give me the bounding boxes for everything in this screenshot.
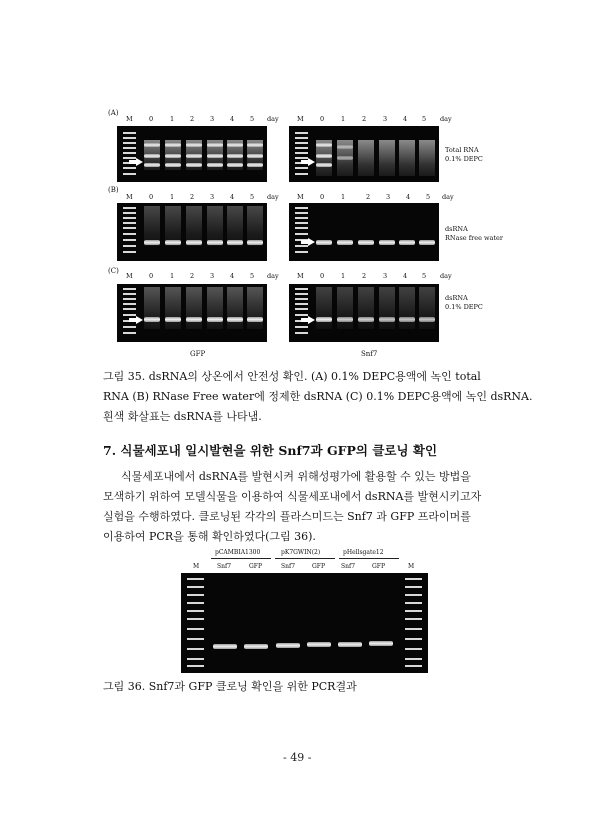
lane-label-snf7: Snf7 [341, 563, 356, 570]
gel-pcr [181, 573, 428, 673]
lane-label-0: 0 [149, 115, 154, 123]
paragraph-line: 식물세포내에서 dsRNA를 발현시켜 위해성평가에 활용할 수 있는 방법을 [121, 470, 471, 483]
ladder [295, 207, 308, 257]
white-arrow-icon [301, 316, 315, 324]
lane-label-5: 5 [250, 272, 255, 280]
page-number: - 49 - [283, 751, 312, 764]
paragraph-line: 이용하여 PCR을 통해 확인하였다(그림 36). [103, 530, 316, 543]
lane-label-1: 1 [170, 272, 175, 280]
lane-label-0: 0 [320, 272, 325, 280]
lane-label-snf7: Snf7 [281, 563, 296, 570]
lane-label-day: day [442, 193, 454, 201]
ladder [187, 578, 204, 668]
lane-label-3: 3 [386, 193, 391, 201]
gel-b-gfp [117, 203, 267, 261]
lane-label-m: M [126, 115, 133, 123]
panel-b-label: (B) [108, 186, 119, 194]
vector-underline [211, 558, 271, 559]
side-label-line: dsRNA [445, 225, 468, 233]
lane-label-m: M [193, 563, 200, 570]
panel-c-label: (C) [108, 267, 119, 275]
figure-36-caption: 그림 36. Snf7과 GFP 클로닝 확인을 위한 PCR결과 [103, 680, 357, 693]
lane-label-4: 4 [230, 193, 235, 201]
lane-label-3: 3 [210, 272, 215, 280]
lane-label-3: 3 [210, 193, 215, 201]
lane-label-day: day [440, 115, 452, 123]
ladder [123, 207, 136, 257]
lane-label-4: 4 [403, 272, 408, 280]
vector-underline [275, 558, 335, 559]
white-arrow-icon [301, 158, 315, 166]
caption-line: 흰색 화살표는 dsRNA를 나타냄. [103, 410, 262, 423]
lane-label-day: day [267, 115, 279, 123]
gel-c-gfp [117, 284, 267, 342]
panel-a-side-label [445, 146, 483, 164]
lane-label-gfp: GFP [312, 563, 325, 570]
lane-label-5: 5 [250, 193, 255, 201]
gel-b-snf7 [289, 203, 439, 261]
lane-label-day: day [267, 272, 279, 280]
lane-label-5: 5 [422, 272, 427, 280]
panel-b-side-label [445, 225, 503, 243]
lane-label-day: day [440, 272, 452, 280]
lane-label-m: M [297, 272, 304, 280]
lane-label-gfp: GFP [249, 563, 262, 570]
lane-label-0: 0 [149, 193, 154, 201]
lane-label-2: 2 [362, 272, 367, 280]
lane-label-1: 1 [341, 115, 346, 123]
ladder [295, 132, 308, 178]
lane-label-5: 5 [426, 193, 431, 201]
lane-label-0: 0 [149, 272, 154, 280]
lane-label-2: 2 [362, 115, 367, 123]
gfp-column-label: GFP [190, 350, 206, 358]
vector-label-pk7gwin: pK7GWIN(2) [281, 549, 321, 556]
side-label-line: RNase free water [445, 234, 503, 242]
lane-label-4: 4 [230, 115, 235, 123]
lane-label-1: 1 [170, 193, 175, 201]
paragraph-line: 모색하기 위하여 모델식물을 이용하여 식물세포내에서 dsRNA를 발현시키고자 [103, 490, 482, 503]
gel-a-gfp [117, 126, 267, 182]
caption-line: RNA (B) RNase Free water에 정제한 dsRNA (C) 0.1% DEPC용액에 녹인 dsRNA. [103, 390, 533, 403]
vector-label-pcambia1300: pCAMBIA1300 [215, 549, 261, 556]
lane-label-0: 0 [320, 193, 325, 201]
panel-a-label: (A) [108, 109, 119, 117]
side-label-line: 0.1% DEPC [445, 155, 483, 163]
lane-label-m: M [297, 115, 304, 123]
lane-label-m: M [126, 193, 133, 201]
vector-label-phellsgate12: pHellsgate12 [343, 549, 384, 556]
section-title: 7. 식물세포내 일시발현을 위한 Snf7과 GFP의 클로닝 확인 [103, 443, 438, 458]
lane-label-4: 4 [403, 115, 408, 123]
lane-label-4: 4 [230, 272, 235, 280]
side-label-line: 0.1% DEPC [445, 303, 483, 311]
ladder [295, 288, 308, 338]
lane-label-2: 2 [190, 193, 195, 201]
lane-label-2: 2 [190, 115, 195, 123]
ladder [123, 132, 136, 178]
lane-label-4: 4 [406, 193, 411, 201]
white-arrow-icon [129, 316, 143, 324]
paragraph-line: 실험을 수행하였다. 클로닝된 각각의 플라스미드는 Snf7 과 GFP 프라이머를 [103, 510, 471, 523]
lane-label-3: 3 [383, 272, 388, 280]
lane-label-m: M [297, 193, 304, 201]
lane-label-2: 2 [366, 193, 371, 201]
ladder [405, 578, 422, 668]
lane-label-1: 1 [170, 115, 175, 123]
lane-label-2: 2 [190, 272, 195, 280]
caption-line: 그림 35. dsRNA의 상온에서 안전성 확인. (A) 0.1% DEPC용액에 녹인 total [103, 370, 481, 383]
lane-label-day: day [267, 193, 279, 201]
lane-label-m: M [126, 272, 133, 280]
lane-label-snf7: Snf7 [217, 563, 232, 570]
lane-label-3: 3 [210, 115, 215, 123]
gel-a-snf7 [289, 126, 439, 182]
lane-label-gfp: GFP [372, 563, 385, 570]
lane-label-1: 1 [341, 272, 346, 280]
side-label-line: Total RNA [445, 146, 479, 154]
vector-underline [339, 558, 399, 559]
lane-label-5: 5 [250, 115, 255, 123]
lane-label-5: 5 [422, 115, 427, 123]
white-arrow-icon [301, 238, 315, 246]
lane-label-1: 1 [341, 193, 346, 201]
gel-c-snf7 [289, 284, 439, 342]
ladder [123, 288, 136, 338]
snf7-column-label: Snf7 [361, 350, 378, 358]
lane-label-m: M [408, 563, 415, 570]
lane-label-0: 0 [320, 115, 325, 123]
lane-label-3: 3 [383, 115, 388, 123]
side-label-line: dsRNA [445, 294, 468, 302]
white-arrow-icon [129, 158, 143, 166]
panel-c-side-label [445, 294, 483, 312]
